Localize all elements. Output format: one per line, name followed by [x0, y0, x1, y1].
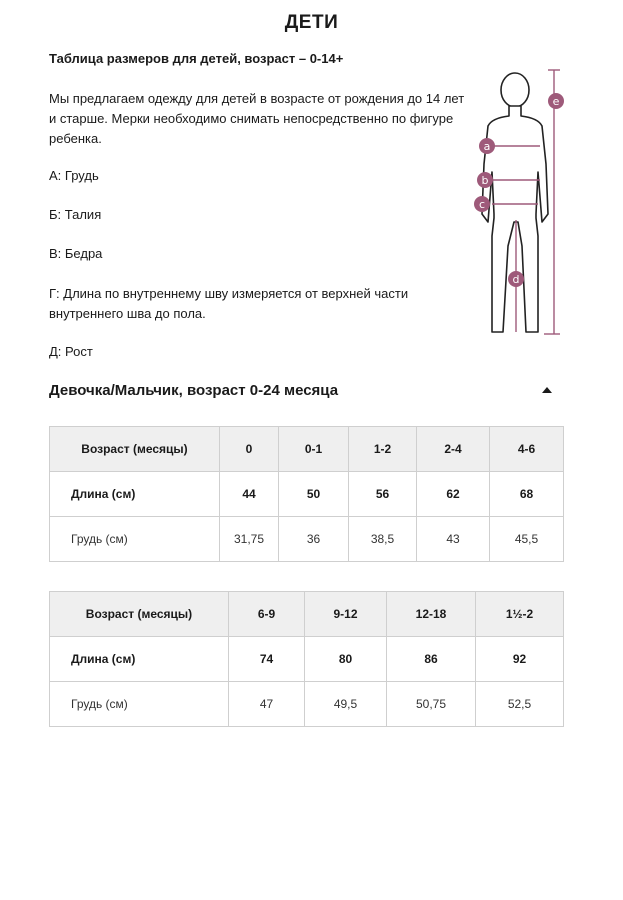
- table-cell: 80: [305, 637, 387, 682]
- header-cell: 1½-2: [476, 592, 564, 637]
- row-label: Грудь (см): [50, 517, 220, 562]
- table-cell: 50,75: [387, 682, 476, 727]
- measure-height: Д: Рост: [49, 344, 93, 359]
- table-cell: 36: [279, 517, 349, 562]
- label-d: d: [512, 273, 520, 286]
- page-title: ДЕТИ: [284, 12, 339, 33]
- table-cell: 38,5: [349, 517, 417, 562]
- measure-chest: А: Грудь: [49, 168, 99, 183]
- measure-inseam: Г: Длина по внутреннему шву измеряется от верхней части внутреннего шва до пола.: [49, 286, 409, 321]
- label-d-marker: [508, 271, 524, 287]
- size-table-2: [49, 591, 564, 727]
- row-label: Длина (см): [50, 472, 220, 517]
- table-cell: 43: [417, 517, 490, 562]
- table-cell: 44: [220, 472, 279, 517]
- table-cell: 68: [490, 472, 564, 517]
- label-c-marker: [474, 196, 490, 212]
- size-table-1: [49, 426, 564, 562]
- table-cell: 52,5: [476, 682, 564, 727]
- child-silhouette: [482, 73, 548, 332]
- header-cell: 1-2: [349, 427, 417, 472]
- header-cell: 2-4: [417, 427, 490, 472]
- intro-text: Мы предлагаем одежду для детей в возрасте от рождения до 14 лет и старше. Мерки необходимо снимать непосредственно по фигуре ребенка.: [49, 91, 465, 146]
- label-a-marker: [479, 138, 495, 154]
- table-cell: 86: [387, 637, 476, 682]
- label-e: e: [552, 95, 560, 108]
- header-cell: 9-12: [305, 592, 387, 637]
- table-header-row: [50, 427, 564, 472]
- table-cell: 45,5: [490, 517, 564, 562]
- header-cell: 0-1: [279, 427, 349, 472]
- table-cell: 31,75: [220, 517, 279, 562]
- header-cell: 0: [220, 427, 279, 472]
- section-title: Девочка/Мальчик, возраст 0-24 месяца: [49, 382, 339, 399]
- table-cell: 56: [349, 472, 417, 517]
- table-row: [50, 517, 564, 562]
- label-e-marker: [548, 93, 564, 109]
- header-cell: 4-6: [490, 427, 564, 472]
- row-label: Грудь (см): [50, 682, 229, 727]
- table-cell: 92: [476, 637, 564, 682]
- row-label: Длина (см): [50, 637, 229, 682]
- table-row: [50, 682, 564, 727]
- measure-hips: В: Бедра: [49, 246, 103, 261]
- chevron-up-icon[interactable]: [542, 387, 552, 393]
- label-a: a: [483, 140, 491, 153]
- header-cell: Возраст (месяцы): [50, 427, 220, 472]
- label-b: b: [481, 174, 489, 187]
- table-cell: 62: [417, 472, 490, 517]
- table-cell: 74: [229, 637, 305, 682]
- label-b-marker: [477, 172, 493, 188]
- header-cell: Возраст (месяцы): [50, 592, 229, 637]
- measure-waist: Б: Талия: [49, 207, 102, 222]
- table-row: [50, 472, 564, 517]
- table-cell: 50: [279, 472, 349, 517]
- table-cell: 49,5: [305, 682, 387, 727]
- table-row: [50, 637, 564, 682]
- table-header-row: [50, 592, 564, 637]
- accordion-header[interactable]: [49, 380, 563, 402]
- child-measurement-figure: [470, 64, 570, 340]
- size-chart-subtitle: Таблица размеров для детей, возраст – 0-14+: [49, 51, 344, 66]
- header-cell: 6-9: [229, 592, 305, 637]
- label-c: c: [478, 198, 486, 211]
- header-cell: 12-18: [387, 592, 476, 637]
- table-cell: 47: [229, 682, 305, 727]
